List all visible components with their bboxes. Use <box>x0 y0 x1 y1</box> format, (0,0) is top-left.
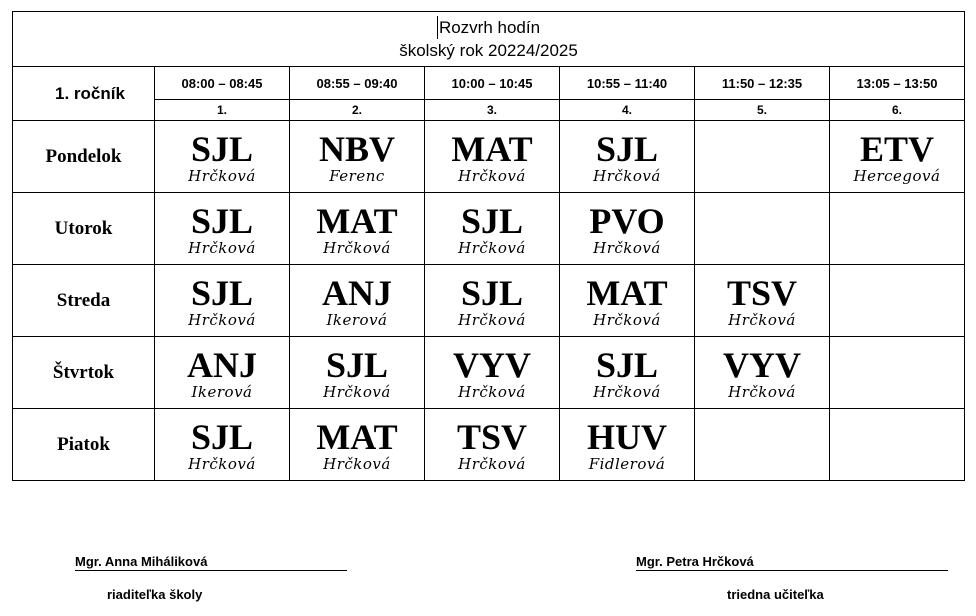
lesson-subject: SJL <box>595 128 659 169</box>
timetable <box>12 11 965 481</box>
time-slot: 11:50 – 12:35 <box>695 67 830 100</box>
lesson-cell <box>695 409 830 481</box>
lesson-teacher: Hrčková <box>323 454 391 473</box>
lesson-subject: SJL <box>595 344 659 385</box>
lesson-teacher: Hrčková <box>458 238 526 257</box>
lesson-teacher: Hercegová <box>853 166 941 185</box>
lesson-cell <box>425 337 560 409</box>
lesson-teacher: Hrčková <box>188 238 256 257</box>
lesson-cell <box>155 121 290 193</box>
lesson-cell <box>560 121 695 193</box>
lesson-cell <box>290 193 425 265</box>
lesson-subject: VYV <box>453 344 531 385</box>
lesson-teacher: Hrčková <box>188 310 256 329</box>
lesson-teacher: Hrčková <box>593 238 661 257</box>
lesson-subject: MAT <box>586 272 668 313</box>
lesson-subject: SJL <box>190 272 254 313</box>
signature-right-name: Mgr. Petra Hrčková <box>636 554 948 571</box>
lesson-subject: SJL <box>190 200 254 241</box>
lesson-subject: NBV <box>318 128 395 169</box>
lesson-teacher: Hrčková <box>458 310 526 329</box>
period-number: 4. <box>560 100 695 121</box>
lesson-cell <box>155 409 290 481</box>
lesson-cell <box>695 193 830 265</box>
lesson-teacher: Hrčková <box>593 382 661 401</box>
grade-label: 1. ročník <box>13 67 155 121</box>
lesson-teacher: Hrčková <box>728 310 796 329</box>
period-number: 6. <box>830 100 965 121</box>
lesson-cell <box>560 409 695 481</box>
lesson-cell <box>425 409 560 481</box>
lesson-subject: SJL <box>190 416 254 457</box>
lesson-teacher: Hrčková <box>593 310 661 329</box>
day-row <box>13 121 965 193</box>
lesson-cell <box>830 409 965 481</box>
period-number: 5. <box>695 100 830 121</box>
lesson-subject: MAT <box>316 200 398 241</box>
lesson-subject: SJL <box>190 128 254 169</box>
lesson-teacher: Ikerová <box>326 310 388 329</box>
signature-left-role: riaditeľka školy <box>107 587 203 602</box>
title-line-1: Rozvrh hodín <box>438 18 541 37</box>
lesson-cell <box>830 265 965 337</box>
lesson-teacher: Hrčková <box>458 382 526 401</box>
lesson-cell <box>830 337 965 409</box>
lesson-subject: TSV <box>726 272 798 313</box>
day-name: Pondelok <box>13 121 155 193</box>
lesson-cell <box>155 193 290 265</box>
lesson-teacher: Hrčková <box>188 454 256 473</box>
lesson-cell <box>695 121 830 193</box>
time-slot: 08:55 – 09:40 <box>290 67 425 100</box>
lesson-teacher: Ferenc <box>329 166 385 185</box>
lesson-cell <box>695 265 830 337</box>
lesson-cell <box>290 121 425 193</box>
lesson-cell <box>290 337 425 409</box>
lesson-subject: SJL <box>460 200 524 241</box>
lesson-cell <box>560 193 695 265</box>
lesson-cell <box>290 409 425 481</box>
day-name: Streda <box>13 265 155 337</box>
lesson-cell <box>155 265 290 337</box>
lesson-subject: SJL <box>325 344 389 385</box>
lesson-cell <box>425 265 560 337</box>
day-row <box>13 265 965 337</box>
period-number: 3. <box>425 100 560 121</box>
time-slot: 10:55 – 11:40 <box>560 67 695 100</box>
day-row <box>13 193 965 265</box>
lesson-subject: VYV <box>723 344 801 385</box>
lesson-cell <box>290 265 425 337</box>
lesson-cell <box>155 337 290 409</box>
day-row <box>13 409 965 481</box>
lesson-subject: HUV <box>587 416 667 457</box>
lesson-teacher: Hrčková <box>593 166 661 185</box>
lesson-subject: ANJ <box>322 272 392 313</box>
lesson-cell <box>830 193 965 265</box>
lesson-teacher: Hrčková <box>323 238 391 257</box>
lesson-cell <box>560 265 695 337</box>
signature-right-role: triedna učiteľka <box>727 587 824 602</box>
lesson-subject: TSV <box>456 416 528 457</box>
lesson-subject: PVO <box>589 200 665 241</box>
lesson-teacher: Hrčková <box>188 166 256 185</box>
lesson-cell <box>425 121 560 193</box>
time-slot: 10:00 – 10:45 <box>425 67 560 100</box>
lesson-subject: ETV <box>859 128 935 169</box>
signature-right <box>636 554 948 571</box>
time-slot: 08:00 – 08:45 <box>155 67 290 100</box>
day-name: Utorok <box>13 193 155 265</box>
lesson-teacher: Hrčková <box>323 382 391 401</box>
signature-left <box>75 554 347 571</box>
lesson-teacher: Hrčková <box>728 382 796 401</box>
lesson-subject: MAT <box>451 128 533 169</box>
lesson-cell <box>695 337 830 409</box>
timetable-title <box>13 12 965 67</box>
day-name: Piatok <box>13 409 155 481</box>
lesson-teacher: Hrčková <box>458 454 526 473</box>
period-number: 1. <box>155 100 290 121</box>
lesson-cell <box>425 193 560 265</box>
lesson-cell <box>830 121 965 193</box>
time-slot: 13:05 – 13:50 <box>830 67 965 100</box>
lesson-cell <box>560 337 695 409</box>
lesson-teacher: Ikerová <box>191 382 253 401</box>
lesson-subject: MAT <box>316 416 398 457</box>
lesson-subject: ANJ <box>187 344 257 385</box>
signature-left-name: Mgr. Anna Miháliková <box>75 554 347 571</box>
title-line-2: školský rok 20224/2025 <box>399 41 578 60</box>
lesson-teacher: Hrčková <box>458 166 526 185</box>
period-number: 2. <box>290 100 425 121</box>
day-row <box>13 337 965 409</box>
day-name: Štvrtok <box>13 337 155 409</box>
lesson-subject: SJL <box>460 272 524 313</box>
lesson-teacher: Fidlerová <box>588 454 666 473</box>
